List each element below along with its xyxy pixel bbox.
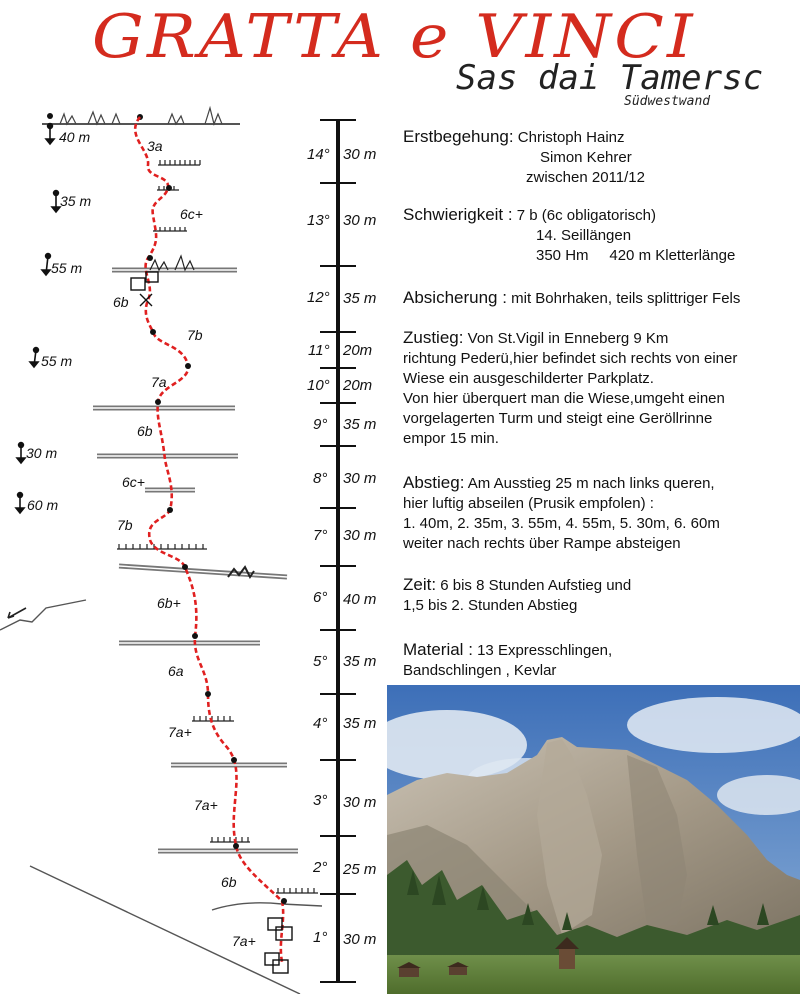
time-line: 1,5 bis 2. Stunden Abstieg [403, 597, 578, 614]
grade-label: 7a+ [232, 933, 256, 949]
material-section: Material : 13 Expresschlingen, Bandschlingen , Kevlar [403, 640, 613, 679]
pitch-number: 10° [307, 377, 330, 394]
pitch-length: 30 m [343, 146, 377, 163]
pitch-length: 30 m [343, 470, 377, 487]
grade-label: 7a [151, 374, 167, 390]
protection-text: mit Bohrhaken, teils splittriger Fels [511, 290, 741, 307]
first-ascent-label: Erstbegehung [403, 127, 509, 146]
material-line: Bandschlingen , Kevlar [403, 662, 557, 679]
pitch-length: 35 m [343, 290, 377, 307]
descent-section: Abstieg: Am Ausstieg 25 m nach links queren, hier luftig abseilen (Prusik empfolen) : 1. 40m, 2. 35m, 3. 55m, 4. 55m, 5. 30m, 6. 60m weiter nach rechts über Rampe absteigen [403, 473, 720, 552]
pitch-number: 14° [307, 146, 330, 163]
pitch-length: 20m [343, 377, 373, 394]
descent-line: weiter nach rechts über Rampe absteigen [403, 535, 681, 552]
pitch-number: 11° [308, 342, 330, 359]
grade-label: 6b [137, 423, 153, 439]
pitch-length: 20m [343, 342, 373, 359]
grade-label: 6b [221, 874, 237, 890]
approach-line: Von St.Vigil in Enneberg 9 Km [467, 330, 669, 347]
difficulty-section: Schwierigkeit : 7 b (6c obligatorisch) 14. Seillängen 350 Hm 420 m Kletterlänge [403, 205, 736, 264]
approach-line: richtung Pederü,hier befindet sich rechts von einer [403, 350, 738, 367]
pitch-length: 30 m [343, 794, 377, 811]
pitch-number: 3° [313, 792, 328, 809]
pitch-length: 40 m [343, 591, 377, 608]
pitch-length: 35 m [343, 715, 377, 732]
pitch-length: 30 m [343, 527, 377, 544]
pitch-number: 1° [313, 929, 328, 946]
difficulty-grade: 7 b (6c obligatorisch) [516, 207, 657, 224]
grade-label: 7a+ [194, 797, 218, 813]
grade-label: 3a [147, 138, 163, 154]
first-ascent-name: Christoph Hainz [517, 129, 625, 146]
topo-diagram [0, 0, 390, 994]
time-label: Zeit [403, 575, 432, 594]
grade-label: 6c+ [122, 474, 145, 490]
difficulty-length: 420 m Kletterlänge [609, 247, 736, 264]
pitch-number: 8° [313, 470, 328, 487]
pitch-number: 6° [313, 589, 328, 606]
wall-face: Südwestwand [624, 94, 711, 109]
difficulty-pitches: 14. Seillängen [536, 227, 632, 244]
grade-label: 6c+ [180, 206, 203, 222]
rappel-length: 40 m [59, 129, 91, 145]
pitch-number: 4° [313, 715, 328, 732]
descent-line: 1. 40m, 2. 35m, 3. 55m, 4. 55m, 5. 30m, 6. 60m [403, 515, 720, 532]
pitch-number: 9° [313, 416, 328, 433]
pitch-number: 2° [313, 859, 328, 876]
grade-label: 6b [113, 294, 129, 310]
difficulty-height: 350 Hm [536, 247, 589, 264]
grade-label: 7a+ [168, 724, 192, 740]
protection-section: Absicherung : mit Bohrhaken, teils splittriger Fels [403, 288, 741, 307]
first-ascent-section: Erstbegehung: Christoph Hainz Simon Kehrer zwischen 2011/12 [403, 127, 645, 186]
pitch-length: 30 m [343, 212, 377, 229]
subtitle: Sas dai Tamersc [456, 58, 764, 98]
pitch-number: 7° [313, 527, 328, 544]
rappel-length: 60 m [27, 497, 59, 513]
protection-label: Absicherung [403, 288, 498, 307]
mountain-photo [387, 685, 800, 994]
approach-line: Von hier überquert man die Wiese,umgeht einen [403, 390, 725, 407]
first-ascent-name: Simon Kehrer [540, 149, 632, 166]
first-ascent-date: zwischen 2011/12 [526, 169, 645, 186]
pitch-length: 35 m [343, 416, 377, 433]
approach-line: vorgelagerten Turm und steigt eine Geröllrinne [403, 410, 713, 427]
material-line: 13 Expresschlingen, [477, 642, 613, 659]
grade-label: 6a [168, 663, 184, 679]
time-line: 6 bis 8 Stunden Aufstieg und [440, 577, 632, 594]
title: GRATTA e VINCI [92, 2, 696, 72]
time-section: Zeit: 6 bis 8 Stunden Aufstieg und 1,5 bis 2. Stunden Abstieg [403, 575, 632, 614]
approach-line: Wiese ein ausgeschilderter Parkplatz. [403, 370, 654, 387]
approach-section: Zustieg: Von St.Vigil in Enneberg 9 Km richtung Pederü,hier befindet sich rechts von einer Wiese ein ausgeschilderter Parkplatz. Von hier überquert man die Wiese,umgeht einen vorgelagerten Turm und steigt eine Geröllrinne empor 15 min. [403, 328, 738, 447]
descent-line: hier luftig abseilen (Prusik empfolen) : [403, 495, 654, 512]
pitch-length: 35 m [343, 653, 377, 670]
rappel-length: 35 m [60, 193, 92, 209]
pitch-length: 30 m [343, 931, 377, 948]
pitch-number: 5° [313, 653, 328, 670]
grade-label: 7b [117, 517, 133, 533]
descent-line: Am Ausstieg 25 m nach links queren, [467, 475, 715, 492]
pitch-number: 12° [307, 289, 330, 306]
material-label: Material [403, 640, 464, 659]
rappel-length: 55 m [51, 260, 83, 276]
grade-label: 6b+ [157, 595, 181, 611]
pitch-length: 25 m [343, 861, 377, 878]
descent-label: Abstieg [403, 473, 460, 492]
rappel-length: 30 m [26, 445, 58, 461]
approach-line: empor 15 min. [403, 430, 499, 447]
rappel-length: 55 m [41, 353, 73, 369]
difficulty-label: Schwierigkeit [403, 205, 504, 224]
grade-label: 7b [187, 327, 203, 343]
pitch-number: 13° [307, 212, 330, 229]
approach-label: Zustieg [403, 328, 459, 347]
